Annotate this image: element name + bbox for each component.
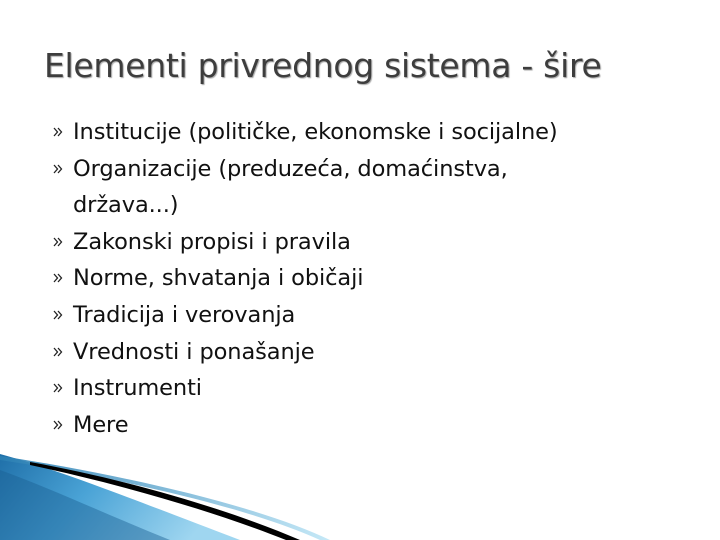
list-item (46, 334, 686, 371)
list-item-text: Norme, shvatanja i običaji (73, 265, 364, 292)
double-chevron-right-icon (53, 370, 65, 407)
list-item-text: Mere (73, 411, 129, 438)
list-item-text: Organizacije (preduzeća, domaćinstva, država...) (73, 155, 508, 219)
list-item (46, 224, 686, 261)
double-chevron-right-icon (53, 407, 65, 444)
list-item-text: Vrednosti i ponašanje (73, 338, 315, 365)
bullet-list (46, 114, 686, 443)
double-chevron-right-icon (53, 114, 65, 151)
double-chevron-right-icon (53, 297, 65, 334)
double-chevron-right-icon (53, 224, 65, 261)
list-item-text: Institucije (političke, ekonomske i socijalne) (73, 119, 558, 145)
list-item-text: Tradicija i verovanja (73, 301, 296, 328)
list-item (46, 151, 613, 224)
slide-title: Elementi privrednog sistema - šire (44, 46, 602, 85)
list-item-text: Instrumenti (73, 375, 202, 402)
list-item (46, 370, 686, 407)
list-item (46, 407, 686, 444)
double-chevron-right-icon (53, 334, 65, 371)
double-chevron-right-icon (53, 151, 65, 188)
decorative-swoosh (0, 440, 720, 540)
list-item (46, 260, 686, 297)
list-item-text: Zakonski propisi i pravila (73, 228, 351, 255)
list-item (46, 114, 686, 151)
double-chevron-right-icon (53, 260, 65, 297)
list-item (46, 297, 686, 334)
